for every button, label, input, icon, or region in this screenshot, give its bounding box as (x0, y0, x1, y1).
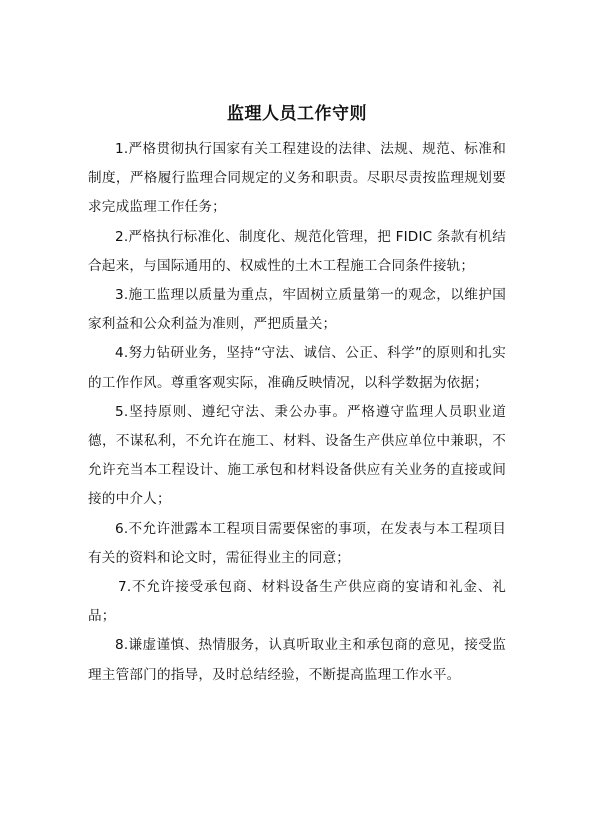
rule-paragraph-4: 4.努力钻研业务，坚持“守法、诚信、公正、科学”的原则和扎实的工作作风。尊重客观实际，准确反映情况，以科学数据为依据； (88, 345, 506, 391)
rule-paragraph-7: 7.不允许接受承包商、材料设备生产供应商的宴请和礼金、礼品； (88, 579, 506, 625)
rule-paragraph-2: 2.严格执行标准化、制度化、规范化管理，把 FIDIC 条款有机结合起来，与国际通用的、权威性的土木工程施工合同条件接轨； (88, 228, 506, 274)
document-title: 监理人员工作守则 (227, 104, 367, 124)
rule-paragraph-3: 3.施工监理以质量为重点，牢固树立质量第一的观念，以维护国家利益和公众利益为准则，严把质量关； (88, 287, 506, 333)
rule-paragraph-1: 1.严格贯彻执行国家有关工程建设的法律、法规、规范、标准和制度，严格履行监理合同规定的义务和职责。尽职尽责按监理规划要求完成监理工作任务； (88, 141, 506, 216)
rule-paragraph-5: 5.坚持原则、遵纪守法、秉公办事。严格遵守监理人员职业道德，不谋私利，不允许在施工、材料、设备生产供应单位中兼职，不允许充当本工程设计、施工承包和材料设备供应有关业务的直接或间接的中介人； (88, 403, 506, 508)
document-body (88, 135, 506, 690)
rule-paragraph-8: 8.谦虚谨慎、热情服务，认真听取业主和承包商的意见，接受监理主管部门的指导，及时总结经验，不断提高监理工作水平。 (88, 637, 506, 683)
rule-paragraph-6: 6.不允许泄露本工程项目需要保密的事项，在发表与本工程项目有关的资料和论文时，需征得业主的同意； (88, 520, 506, 566)
